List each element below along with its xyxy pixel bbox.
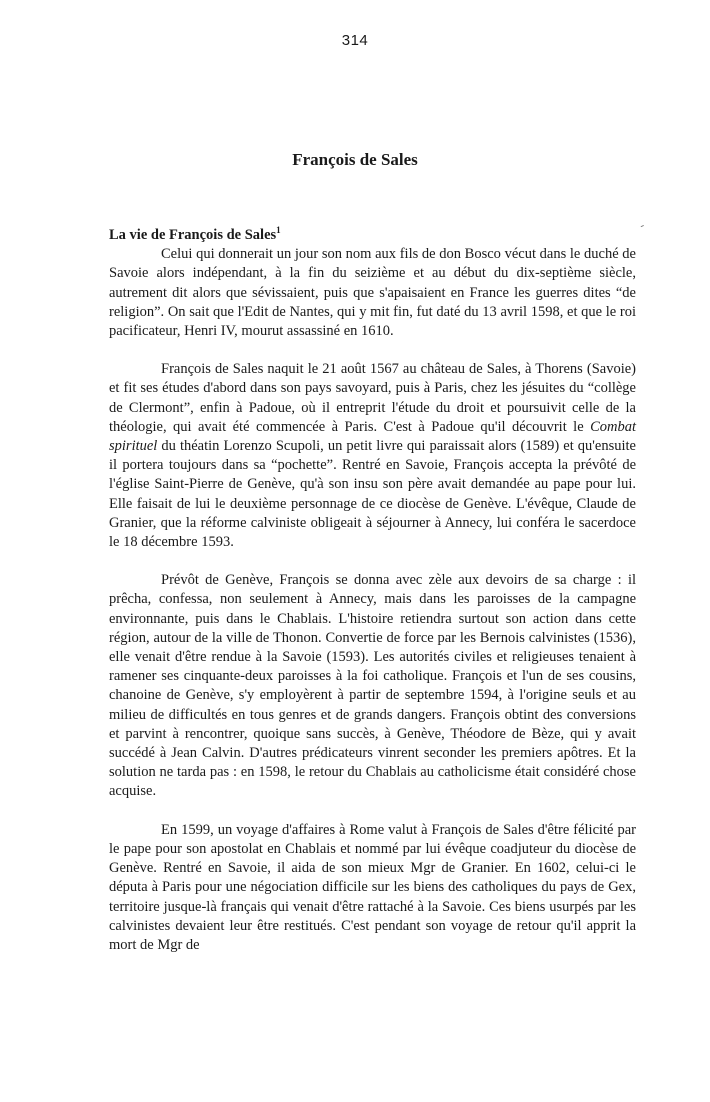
section-heading — [109, 226, 636, 245]
paragraph-2 — [109, 360, 636, 552]
text-block — [109, 226, 636, 955]
paragraph-4: En 1599, un voyage d'affaires à Rome valut à François de Sales d'être félicité par le pape pour son apostolat en Chablais et nommé par lui évêque coadjuteur du diocèse de Genève. Rentré en Savoie, il aida de son mieux Mgr de Granier. En 1602, celui-ci le députa à Paris pour une négociation difficile sur les biens des catholiques du pays de Gex, territoire jusque-là français qui venait d'être rattaché à la Savoie. Ces biens usurpés par les calvinistes devaient leur être restitués. C'est pendant son voyage de retour qu'il apprit la mort de Mgr de — [109, 821, 636, 953]
footnote-ref: 1 — [276, 225, 281, 236]
section-heading-text: La vie de François de Sales — [109, 227, 277, 243]
paragraph-2-before: François de Sales naquit le 21 août 1567 au château de Sales, à Thorens (Savoie) et fit ses études d'abord dans son pays savoyard, puis à Paris, chez les jésuites du “collège de Clermont”, enfin à Padoue, où il entreprit l'étude du droit et poursuivit celle de la théologie, qui avait été commencée à Paris. C'est à Padoue qu'il découvrit le — [109, 361, 636, 435]
page-number: 314 — [341, 32, 369, 49]
book-title-italic: Combat spirituel — [109, 418, 636, 455]
chapter-title: François de Sales — [292, 150, 418, 169]
stray-mark: - — [637, 217, 647, 233]
paragraph-2-after: du théatin Lorenzo Scupoli, un petit livre qui paraissait alors (1589) et qu'ensuite il portera toujours dans sa “pochette”. Rentré en Savoie, François accepta la prévôté de l'église Saint-Pierre de Genève, qu'à son insu son père avait demandée au pape pour lui. Elle faisait de lui le deuxième personnage de ce diocèse de Genève. L'évêque, Claude de Granier, que la réforme calviniste obligeait à séjourner à Annecy, lui conféra le sacerdoce le 18 décembre 1593. — [109, 438, 636, 551]
paragraph-3: Prévôt de Genève, François se donna avec zèle aux devoirs de sa charge : il prêcha, confessa, non seulement à Annecy, mais dans les paroisses de la campagne environnante, puis dans le Chablais. L'histoire retiendra surtout son action dans cette région, autour de la ville de Thonon. Convertie de force par les Bernois calvinistes (1536), elle venait d'être rendue à la Savoie (1593). Les autorités civiles et religieuses tenaient à ramener ses cinquante-deux paroisses à la foi catholique. François et l'un de ses cousins, chanoine de Genève, s'y employèrent à partir de septembre 1594, à l'origine seuls et au milieu de difficultés en tous genres et de grands dangers. François obtint des conversions et parvint à rencontrer, quoique sans succès, à Genève, Théodore de Bèze, qui y avait succédé à Jean Calvin. D'autres prédicateurs vinrent seconder les premiers apôtres. Et la solution ne tarda pas : en 1598, le retour du Chablais au catholicisme était considéré chose acquise. — [109, 572, 636, 800]
paragraph-1: Celui qui donnerait un jour son nom aux fils de don Bosco vécut dans le duché de Savoie alors indépendant, à la fin du seizième et au début du dix-septième siècle, autrement dit alors que sévissaient, puis que s'apaisaient en France les guerres dites “de religion”. On sait que l'Edit de Nantes, qui y mit fin, fut daté du 13 avril 1598, et que le roi pacificateur, Henri IV, mourut assassiné en 1610. — [109, 246, 636, 340]
